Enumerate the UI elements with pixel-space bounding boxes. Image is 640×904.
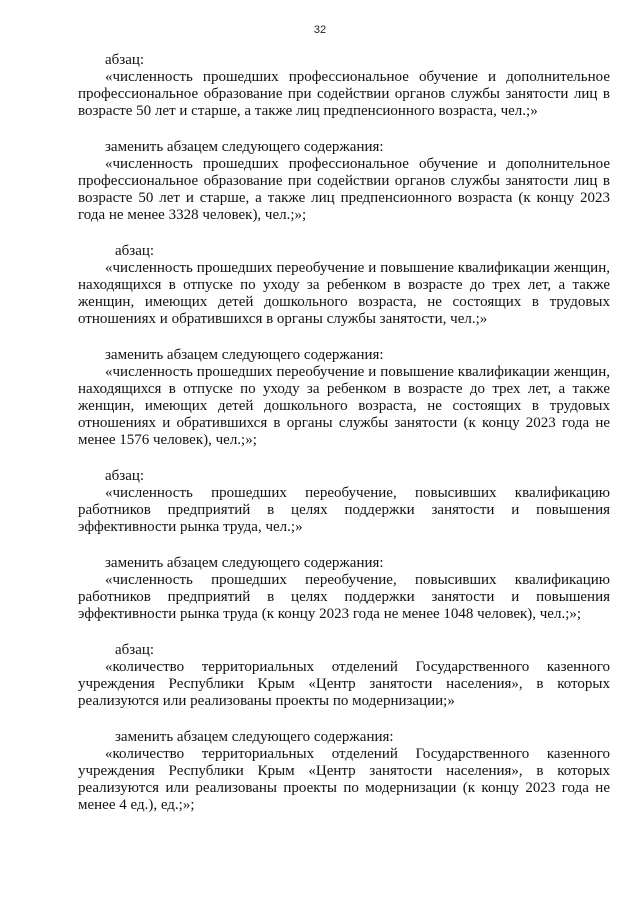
amendment-block-original [78, 52, 610, 120]
block-label: абзац: [115, 642, 155, 658]
amendment-block-replacement [78, 139, 610, 224]
amendment-block-replacement [78, 729, 610, 814]
paragraph-text: «численность прошедших переобучение, повысивших квалификацию работников предприятий в целях поддержки занятости и повышения эффективности рынка труда, чел.;» [78, 485, 610, 535]
block-label: заменить абзацем следующего содержания: [105, 555, 384, 571]
block-label: заменить абзацем следующего содержания: [105, 139, 384, 155]
block-label: заменить абзацем следующего содержания: [115, 729, 394, 745]
paragraph-text: «численность прошедших профессиональное обучение и дополнительное профессиональное образование при содействии органов службы занятости лиц в возрасте 50 лет и старше, а также лиц предпенсионного возраста, чел.;» [78, 69, 610, 119]
paragraph-text: «количество территориальных отделений Государственного казенного учреждения Республики Крым «Центр занятости населения», в которых реализуются или реализованы проекты по модернизации;» [78, 659, 610, 709]
paragraph-text: «количество территориальных отделений Государственного казенного учреждения Республики Крым «Центр занятости населения», в которых реализуются или реализованы проекты по модернизации (к концу 2023 года не менее 4 ед.), ед.;»; [78, 746, 610, 813]
paragraph-text: «численность прошедших переобучение и повышение квалификации женщин, находящихся в отпуске по уходу за ребенком в возрасте до трех лет, а также женщин, имеющих детей дошкольного возраста, не состоящих в трудовых отношениях и обратившихся в органы службы занятости (к концу 2023 года не менее 1576 человек), чел.;»; [78, 364, 610, 448]
block-label: абзац: [115, 243, 155, 259]
amendment-block-original [78, 468, 610, 536]
document-body [78, 52, 610, 833]
amendment-block-replacement [78, 555, 610, 623]
paragraph-text: «численность прошедших переобучение, повысивших квалификацию работников предприятий в целях поддержки занятости и повышения эффективности рынка труда (к концу 2023 года не менее 1048 человек), чел.;»; [78, 572, 610, 622]
amendment-block-original [78, 642, 610, 710]
block-label: заменить абзацем следующего содержания: [105, 347, 384, 363]
block-label: абзац: [105, 468, 145, 484]
paragraph-text: «численность прошедших переобучение и повышение квалификации женщин, находящихся в отпуске по уходу за ребенком в возрасте до трех лет, а также женщин, имеющих детей дошкольного возраста, не состоящих в трудовых отношениях и обратившихся в органы службы занятости, чел.;» [78, 260, 610, 327]
amendment-block-original [78, 243, 610, 328]
paragraph-text: «численность прошедших профессиональное обучение и дополнительное профессиональное образование при содействии органов службы занятости лиц в возрасте 50 лет и старше, а также лиц предпенсионного возраста (к концу 2023 года не менее 3328 человек), чел.;»; [78, 156, 610, 223]
amendment-block-replacement [78, 347, 610, 449]
block-label: абзац: [105, 52, 145, 68]
page-number: 32 [313, 24, 327, 36]
